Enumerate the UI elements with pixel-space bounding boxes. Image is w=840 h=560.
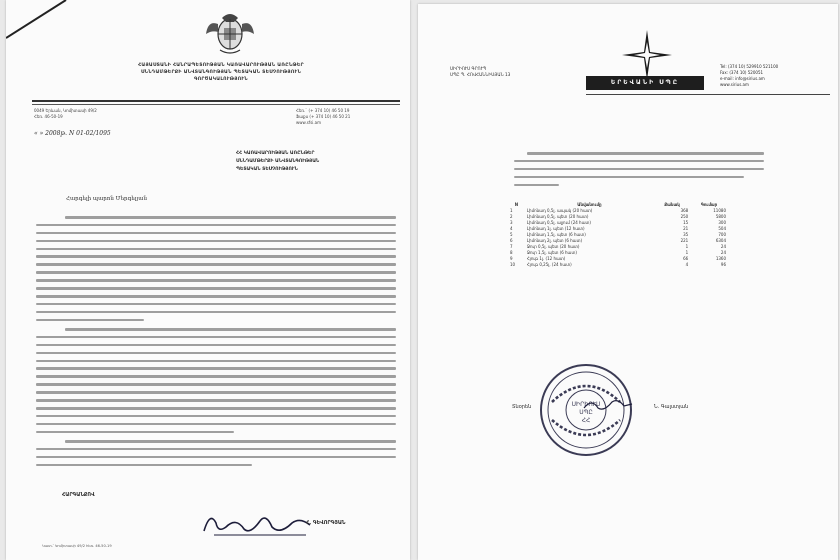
signer-name: Հ. ԳԵՎՈՐԳՅԱՆ <box>306 520 346 526</box>
sender-contacts: Հեռ.` (+ 374 10) 46 50 19 Ֆաքս (+ 374 10) 46 50 21 www.sfsi.am <box>296 108 351 125</box>
letterhead-line: ՍՆՆԴԱՄԹԵՐՔԻ ԱՆՎՏԱՆԳՈՒԹՅԱՆ ՊԵՏԱԿԱՆ ՏԵՍՉՈՒԹՅՈՒՆ <box>140 70 302 75</box>
header-sum: Գումար <box>700 202 718 207</box>
recipient-block: ՀՀ ԿԱՌԱՎԱՐՈՒԹՅԱՆ ԱՌԸՆԹԵՐ ՍՆՆԴԱՄԹԵՐՔԻ ԱՆՎՏԱՆԳՈՒԹՅԱՆ ՊԵՏԱԿԱՆ ՏԵՍՉՈՒԹՅՈՒՆ <box>236 151 320 172</box>
footnote: Կատ.՝ Կոմիտասի 49/2 հեռ. 46-50-19 <box>42 544 112 548</box>
letter-date-number: « » 2008թ. N 01-02/1095 <box>34 130 111 137</box>
body-paragraph <box>36 328 396 438</box>
table-row: 4 Լիմոնադ 1լ. պետ (12 հատ) 21 504 <box>510 226 726 231</box>
table-row: 7 Ջուր 0,5լ. պետ (20 հատ) 1 24 <box>510 244 726 249</box>
stamp-text: ՍՊԸ <box>579 409 593 416</box>
letterhead-line: ՀԱՅԱՍՏԱՆԻ ՀԱՆՐԱՊԵՏՈՒԹՅԱՆ ԿԱՌԱՎԱՐՈՒԹՅԱՆ ԱՌԸՆԹԵՐ <box>138 63 304 68</box>
sign-left-label: Տնօրեն <box>512 404 532 410</box>
company-address: ՍԻՐԻՈՒՍ ԳՐՈՒՊ ՍՊԸ Պ. ՀՈՎՀԱՆՆԻՍՅԱՆ 13 <box>450 66 511 77</box>
handwritten-signature <box>196 505 316 545</box>
compass-star-logo-icon <box>622 30 672 80</box>
letterhead-title <box>36 62 406 83</box>
letterhead-divider <box>32 100 400 102</box>
stamp-text: ՍԻՐԻՈՒՍ <box>571 401 601 408</box>
company-letter-page <box>418 4 838 560</box>
header-divider <box>586 94 830 95</box>
table-row: 2 Լիմոնադ 0,5լ. պետ (20 հատ) 250 5800 <box>510 214 726 219</box>
body-paragraph <box>36 216 396 326</box>
header-quantity: Քանակ <box>664 202 680 207</box>
pen-mark-decoration <box>6 0 76 40</box>
body-paragraph <box>36 440 396 472</box>
table-row: 8 Ջուր 1,5լ. պետ (6 հատ) 1 24 <box>510 250 726 255</box>
handwritten-signature <box>582 396 634 414</box>
table-row: 1 Լիմոնադ 0,5լ. ապակ (20 հատ) 368 11080 <box>510 208 726 213</box>
signer-title: ՀԱՐԳԱՆՔՈՎ <box>62 492 95 498</box>
letterhead-line: ԳՈՐԾԱԿԱԼՈՒԹՅՈՒՆ <box>194 77 248 82</box>
sender-address: 0049 Երևան, Կոմիտասի 49/2 Հեռ. 46-50-19 <box>34 108 97 119</box>
table-row: 3 Լիմոնադ 0,5լ. ալյում (24 հատ) 15 300 <box>510 220 726 225</box>
company-name-bar: ԵՐԵՎԱՆԻ ՍՊԸ <box>586 76 704 90</box>
table-row: 10 Հյութ 0,25լ. (24 հատ) 4 96 <box>510 262 726 267</box>
stamp-text: ՀՀ <box>581 417 591 424</box>
header-name: Անվանումը <box>577 202 602 207</box>
sign-right-label: Ն. Գալստյան <box>654 404 689 410</box>
header-number: N <box>514 202 519 207</box>
table-row: 5 Լիմոնադ 1,5լ. պետ (6 հատ) 35 700 <box>510 232 726 237</box>
coat-of-arms-icon <box>204 10 256 58</box>
salutation: Հարգելի պարոն Մերգելյան <box>66 196 147 202</box>
letterhead-divider-thin <box>32 104 400 105</box>
products-table <box>508 202 728 268</box>
table-row: 6 Լիմոնադ 2լ. պետ (6 հատ) 221 6304 <box>510 238 726 243</box>
table-row: 9 Հյութ 1լ. (12 հատ) 66 1360 <box>510 256 726 261</box>
official-letter-page <box>6 0 410 560</box>
intro-paragraph <box>514 152 764 191</box>
company-contacts: Tel: (374 10) 529910 521100 Fax: (374 10) 520051 e-mail: info@sirius.am www.sirius.am <box>720 64 779 87</box>
